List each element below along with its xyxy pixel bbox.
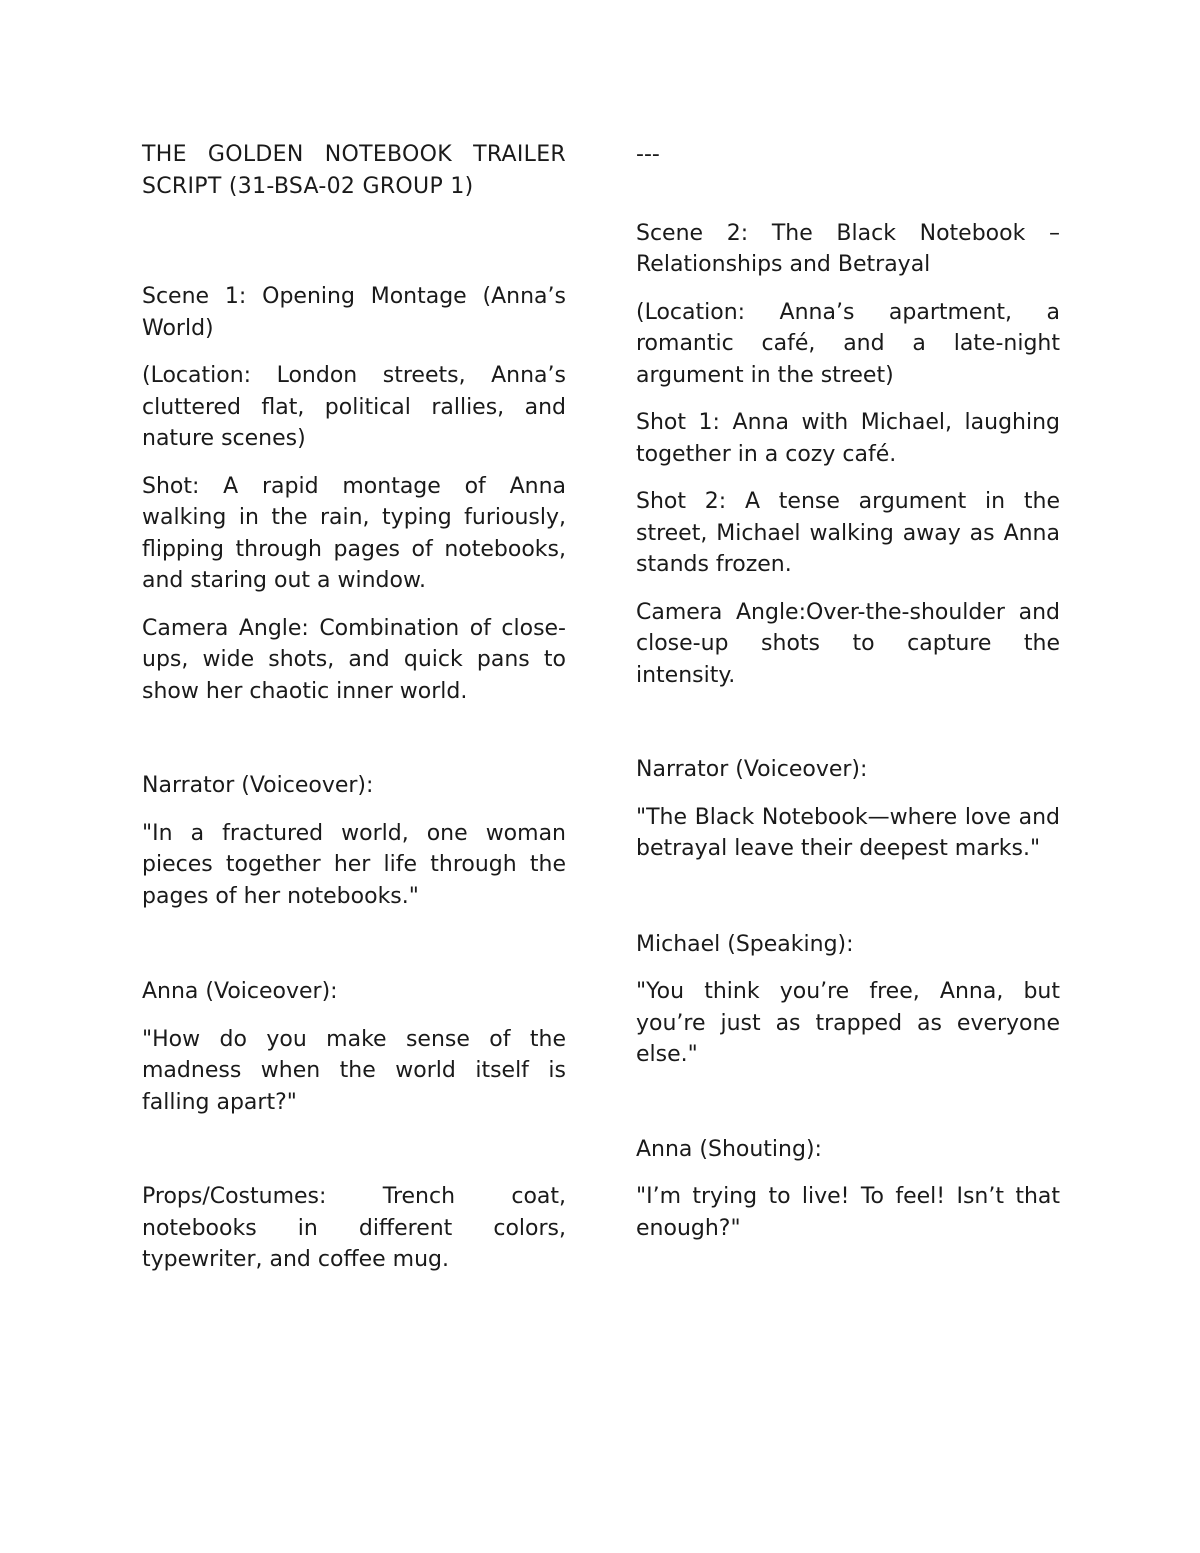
narrator-label: Narrator (Voiceover):	[142, 773, 374, 798]
michael-label: Michael (Speaking):	[636, 931, 854, 957]
props-costumes: Props/Costumes: Trench coat, notebooks in different colors, typewriter, and coffee mug.	[142, 1184, 566, 1272]
document-title: THE GOLDEN NOTEBOOK TRAILER SCRIPT (31-BSA-02 GROUP 1)	[142, 142, 566, 199]
scene1-location: (Location: London streets, Anna’s cluttered flat, political rallies, and nature scenes)	[142, 363, 566, 451]
anna-voiceover-line: "How do you make sense of the madness when the world itself is falling apart?"	[142, 1026, 566, 1115]
anna-shouting-line: "I’m trying to live! To feel! Isn’t that enough?"	[636, 1184, 1060, 1241]
scene2-shot1: Shot 1: Anna with Michael, laughing together in a cozy café.	[636, 410, 1060, 467]
scene2-shot2: Shot 2: A tense argument in the street, Michael walking away as Anna stands frozen.	[636, 489, 1060, 577]
narrator-line: "In a fractured world, one woman pieces together her life through the pages of her notebooks."	[142, 820, 566, 909]
scene1-camera-angle: Camera Angle: Combination of close-ups, wide shots, and quick pans to show her chaotic inner world.	[142, 615, 566, 704]
scene2-location: (Location: Anna’s apartment, a romantic café, and a late-night argument in the street)	[636, 299, 1060, 388]
scene1-shot: Shot: A rapid montage of Anna walking in the rain, typing furiously, flipping through pages of notebooks, and staring out a window.	[142, 473, 566, 593]
michael-line: "You think you’re free, Anna, but you’re just as trapped as everyone else."	[636, 979, 1060, 1067]
scene1-heading: Scene 1: Opening Montage (Anna’s World)	[142, 284, 566, 341]
narrator-line: "The Black Notebook—where love and betrayal leave their deepest marks."	[636, 804, 1060, 861]
narrator-label: Narrator (Voiceover):	[636, 757, 868, 782]
right-column	[636, 139, 1060, 1260]
anna-shouting-label: Anna (Shouting):	[636, 1136, 822, 1162]
scene2-heading: Scene 2: The Black Notebook – Relationships and Betrayal	[636, 220, 1060, 277]
anna-voiceover-label: Anna (Voiceover):	[142, 979, 338, 1004]
separator: ---	[636, 142, 660, 167]
scene2-camera-angle: Camera Angle:Over-the-shoulder and close-up shots to capture the intensity.	[636, 599, 1060, 688]
left-column	[142, 139, 566, 1292]
